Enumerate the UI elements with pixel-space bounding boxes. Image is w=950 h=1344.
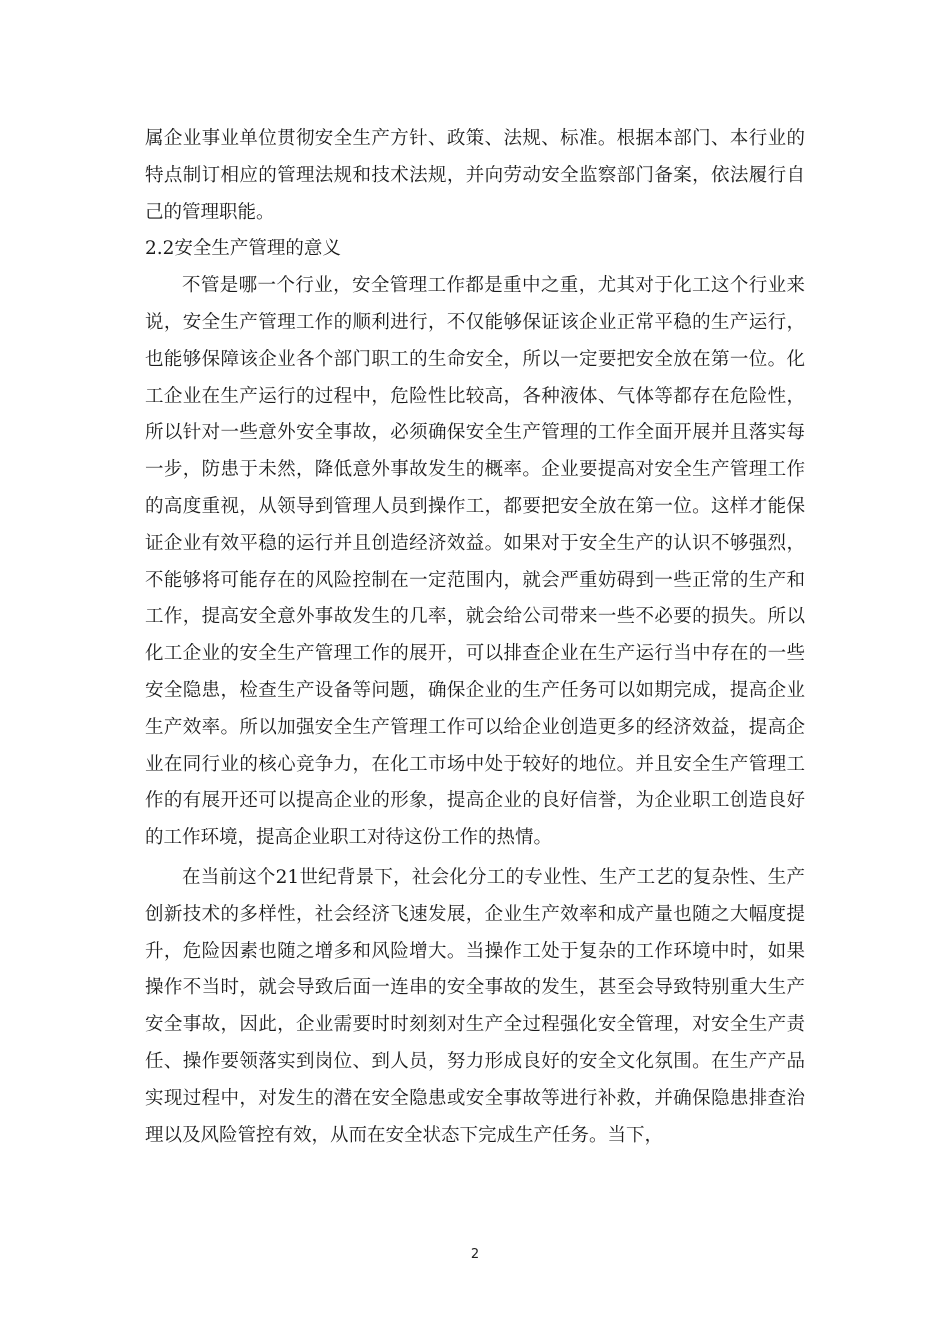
continued-paragraph: 属企业事业单位贯彻安全生产方针、政策、法规、标准。根据本部门、本行业的特点制订相应的管理法规和技术法规，并向劳动安全监察部门备案，依法履行自己的管理职能。: [145, 128, 805, 223]
section-heading: 2.2安全生产管理的意义: [145, 238, 341, 260]
page-number: 2: [470, 1247, 480, 1262]
body-paragraph-2: 在当前这个21世纪背景下，社会化分工的专业性、生产工艺的复杂性、生产创新技术的多样性，社会经济飞速发展，企业生产效率和成产量也随之大幅度提升，危险因素也随之增多和风险增大。当操作工处于复杂的工作环境中时，如果操作不当时，就会导致后面一连串的安全事故的发生，甚至会导致特别重大生产安全事故，因此，企业需要时时刻刻对生产全过程强化安全管理，对安全生产责任、操作要领落实到岗位、到人员，努力形成良好的安全文化氛围。在生产产品实现过程中，对发生的潜在安全隐患或安全事故等进行补救，并确保隐患排查治理以及风险管控有效，从而在安全状态下完成生产任务。当下，: [145, 866, 805, 1146]
document-body: [145, 121, 805, 1154]
body-paragraph-1: 不管是哪一个行业，安全管理工作都是重中之重，尤其对于化工这个行业来说，安全生产管理工作的顺利进行，不仅能够保证该企业正常平稳的生产运行，也能够保障该企业各个部门职工的生命安全，所以一定要把安全放在第一位。化工企业在生产运行的过程中，危险性比较高，各种液体、气体等都存在危险性，所以针对一些意外安全事故，必须确保安全生产管理的工作全面开展并且落实每一步，防患于未然，降低意外事故发生的概率。企业要提高对安全生产管理工作的高度重视，从领导到管理人员到操作工，都要把安全放在第一位。这样才能保证企业有效平稳的运行并且创造经济效益。如果对于安全生产的认识不够强烈，不能够将可能存在的风险控制在一定范围内，就会严重妨碍到一些正常的生产和工作，提高安全意外事故发生的几率，就会给公司带来一些不必要的损失。所以化工企业的安全生产管理工作的展开，可以排查企业在生产运行当中存在的一些安全隐患，检查生产设备等问题，确保企业的生产任务可以如期完成，提高企业生产效率。所以加强安全生产管理工作可以给企业创造更多的经济效益，提高企业在同行业的核心竞争力，在化工市场中处于较好的地位。并且安全生产管理工作的有展开还可以提高企业的形象，提高企业的良好信誉，为企业职工创造良好的工作环境，提高企业职工对待这份工作的热情。: [145, 275, 805, 849]
